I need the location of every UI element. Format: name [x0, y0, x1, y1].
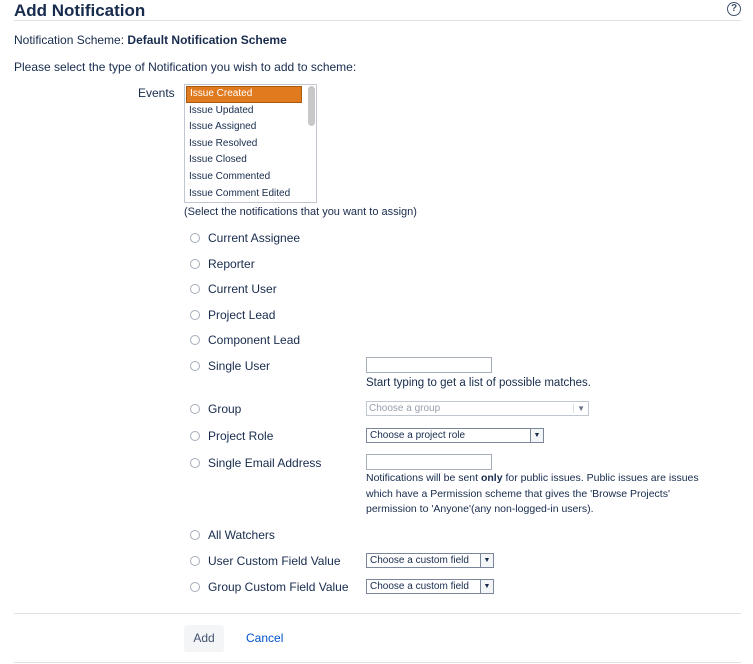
header-divider	[14, 20, 741, 21]
email-note	[366, 471, 746, 518]
radio-project-lead[interactable]	[190, 310, 200, 320]
radio-current-user[interactable]	[190, 284, 200, 294]
events-hint: (Select the notifications that you want to assign)	[184, 206, 417, 218]
radio-single-user[interactable]	[190, 361, 200, 371]
radio-component-lead[interactable]	[190, 335, 200, 345]
single-user-input[interactable]	[366, 357, 492, 373]
dropdown-arrow-icon[interactable]: ▼	[530, 429, 543, 442]
user-custom-field-select[interactable]	[366, 553, 494, 568]
chevron-down-icon[interactable]: ▼	[577, 404, 585, 413]
footer-divider-top	[14, 613, 741, 614]
group-custom-field-select[interactable]	[366, 579, 494, 594]
instruction-text: Please select the type of Notification you wish to add to scheme:	[14, 60, 357, 74]
project-role-select[interactable]	[366, 428, 544, 443]
radio-group[interactable]	[190, 404, 200, 414]
scheme-name: Default Notification Scheme	[127, 33, 287, 47]
radio-single-email[interactable]	[190, 458, 200, 468]
dropdown-arrow-icon[interactable]: ▼	[480, 580, 493, 593]
label-single-user: Single User	[208, 359, 271, 373]
label-project-lead: Project Lead	[208, 308, 276, 322]
radio-project-role[interactable]	[190, 431, 200, 441]
group-custom-field-select-value: Choose a custom field	[370, 581, 469, 592]
email-note-line1: Notifications will be sent only for public issues. Public issues are issues	[366, 472, 699, 484]
event-option[interactable]: Issue Assigned	[189, 121, 257, 133]
events-listbox[interactable]	[184, 84, 317, 203]
label-single-email: Single Email Address	[208, 456, 322, 470]
email-note-line2: which have a Permission scheme that gives the 'Browse Projects'	[366, 487, 670, 500]
scheme-info	[14, 33, 287, 47]
event-option[interactable]: Issue Comment Edited	[189, 187, 291, 199]
email-note-line3: permission to 'Anyone'(any non-logged-in users).	[366, 503, 594, 515]
add-button[interactable]: Add	[184, 625, 224, 652]
radio-current-assignee[interactable]	[190, 233, 200, 243]
radio-group-custom-field[interactable]	[190, 582, 200, 592]
label-component-lead: Component Lead	[208, 333, 301, 347]
page-title: Add Notification	[14, 1, 146, 20]
label-reporter: Reporter	[208, 257, 255, 271]
radio-user-custom-field[interactable]	[190, 556, 200, 566]
label-current-user: Current User	[208, 282, 277, 296]
radio-all-watchers[interactable]	[190, 530, 200, 540]
scheme-label: Notification Scheme:	[14, 33, 125, 47]
label-current-assignee: Current Assignee	[208, 231, 301, 245]
label-all-watchers: All Watchers	[208, 528, 275, 542]
single-email-input[interactable]	[366, 454, 492, 470]
events-label: Events	[138, 86, 175, 100]
user-custom-field-select-value: Choose a custom field	[370, 555, 469, 566]
label-group: Group	[208, 402, 242, 416]
single-user-hint: Start typing to get a list of possible matches.	[366, 377, 592, 389]
listbox-scrollbar[interactable]	[308, 86, 315, 126]
group-picker[interactable]	[366, 401, 589, 416]
event-option[interactable]: Issue Resolved	[189, 137, 258, 149]
event-option[interactable]: Issue Updated	[189, 104, 254, 116]
radio-reporter[interactable]	[190, 259, 200, 269]
footer-divider-bottom	[14, 662, 741, 663]
event-option-selected[interactable]: Issue Created	[186, 86, 302, 103]
cancel-link[interactable]: Cancel	[246, 631, 284, 645]
label-user-custom-field: User Custom Field Value	[208, 554, 341, 568]
event-option[interactable]: Issue Commented	[189, 170, 271, 182]
project-role-select-value: Choose a project role	[370, 430, 466, 441]
event-option[interactable]: Issue Closed	[189, 154, 247, 166]
help-icon[interactable]: ?	[727, 2, 741, 16]
dropdown-arrow-icon[interactable]: ▼	[480, 554, 493, 567]
label-project-role: Project Role	[208, 429, 274, 443]
label-group-custom-field: Group Custom Field Value	[208, 580, 349, 594]
group-picker-separator	[573, 404, 574, 413]
group-picker-placeholder: Choose a group	[369, 403, 441, 414]
